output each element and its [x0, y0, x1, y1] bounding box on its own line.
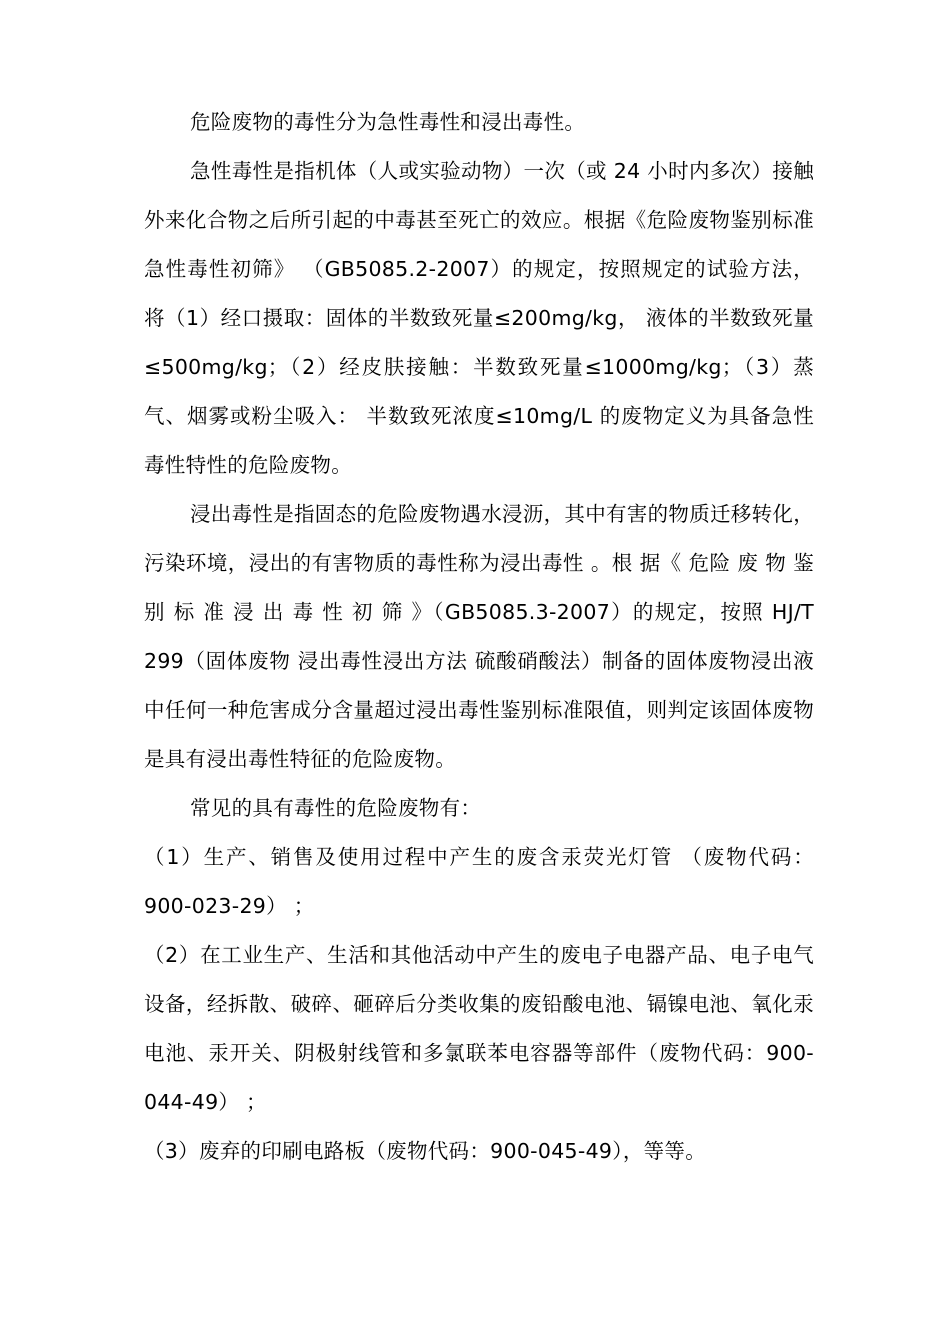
list-item-fluorescent-lamps: （1）生产、销售及使用过程中产生的废含汞荧光灯管 （废物代码：900-023-29） ；: [144, 845, 814, 918]
paragraph-leaching-toxicity: 浸出毒性是指固态的危险废物遇水浸沥，其中有害的物质迁移转化，污染环境，浸出的有害物质的毒性称为浸出毒性 。根 据《 危险 废 物 鉴 别 标 准 浸 出 毒 性 初 筛 》（GB5085.3-2007）的规定，按照 HJ/T 299（固体废物 浸出毒性浸出方法 硫酸硝酸法）制备的固体废物浸出液中任何一种危害成分含量超过浸出毒性鉴别标准限值，则判定该固体废物是具有浸出毒性特征的危险废物。: [144, 502, 814, 771]
document-body: [144, 98, 814, 1176]
paragraph-toxicity-intro: 危险废物的毒性分为急性毒性和浸出毒性。: [190, 110, 586, 134]
paragraph-common-wastes-heading: 常见的具有毒性的危险废物有：: [190, 796, 482, 820]
list-item-circuit-boards: （3）废弃的印刷电路板（废物代码：900-045-49），等等。: [144, 1139, 707, 1163]
paragraph-acute-toxicity: 急性毒性是指机体（人或实验动物）一次（或 24 小时内多次）接触外来化合物之后所引起的中毒甚至死亡的效应。根据《危险废物鉴别标准 急性毒性初筛》 （GB5085.2-2007）的规定，按照规定的试验方法，将（1）经口摄取：固体的半数致死量≤200mg/kg， 液体的半数致死量≤500mg/kg；（2）经皮肤接触：半数致死量≤1000mg/kg；（3）蒸气、烟雾或粉尘吸入： 半数致死浓度≤10mg/L 的废物定义为具备急性毒性特性的危险废物。: [144, 159, 814, 477]
list-item-electronic-waste: （2）在工业生产、生活和其他活动中产生的废电子电器产品、电子电气设备，经拆散、破碎、砸碎后分类收集的废铅酸电池、镉镍电池、氧化汞电池、汞开关、阴极射线管和多氯联苯电容器等部件（废物代码：900-044-49） ；: [144, 943, 814, 1114]
